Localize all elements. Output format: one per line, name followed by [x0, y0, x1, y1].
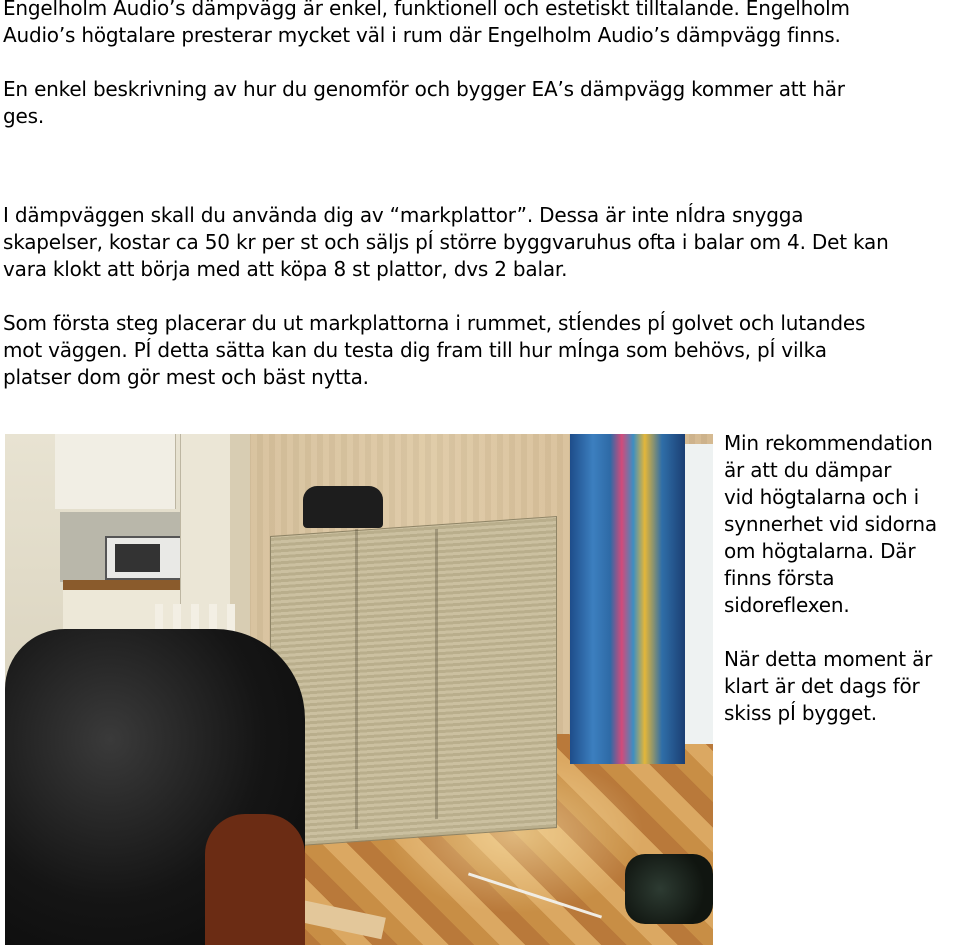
photo-panel-seam [435, 529, 438, 819]
photo-curtain [570, 434, 685, 764]
photo-panel-seam [355, 529, 358, 829]
photo-cabinet [55, 434, 176, 509]
photo-sofa-arm [205, 814, 305, 945]
photo-boots [303, 486, 383, 528]
room-photo [5, 434, 713, 945]
photo-tools [625, 854, 713, 924]
recommendation-paragraph: Min rekommendation är att du dämpar vid högtalarna och i synnerhet vid sidorna om högtalarna. Där finns första sidoreflexen. [724, 431, 937, 617]
materials-paragraph: I dämpväggen skall du använda dig av “markplattor”. Dessa är inte nÍdra snygga skapelser, kostar ca 50 kr per st och säljs pÍ större byggvaruhus ofta i balar om 4. Det kan vara klokt att börja med att köpa 8 st plattor, dvs 2 balar. [3, 203, 889, 281]
photo-ground-panels [270, 516, 557, 848]
first-step-paragraph: Som första steg placerar du ut markplattorna i rummet, stÍendes pÍ golvet och lutandes mot väggen. PÍ detta sätta kan du testa dig fram till hur mÍnga som behövs, pÍ vilka platser dom gör mest och bäst nytta. [3, 311, 866, 389]
description-paragraph: En enkel beskrivning av hur du genomför och bygger EA’s dämpvägg kommer att här ges. [3, 77, 845, 128]
next-step-paragraph: När detta moment är klart är det dags för skiss pÍ bygget. [724, 647, 933, 725]
photo-microwave-window [115, 544, 160, 572]
intro-paragraph: Engelholm Audio’s dämpvägg är enkel, funktionell och estetiskt tilltalande. Engelholm Audio’s högtalare presterar mycket väl i rum där Engelholm Audio’s dämpvägg finns. [3, 0, 850, 47]
